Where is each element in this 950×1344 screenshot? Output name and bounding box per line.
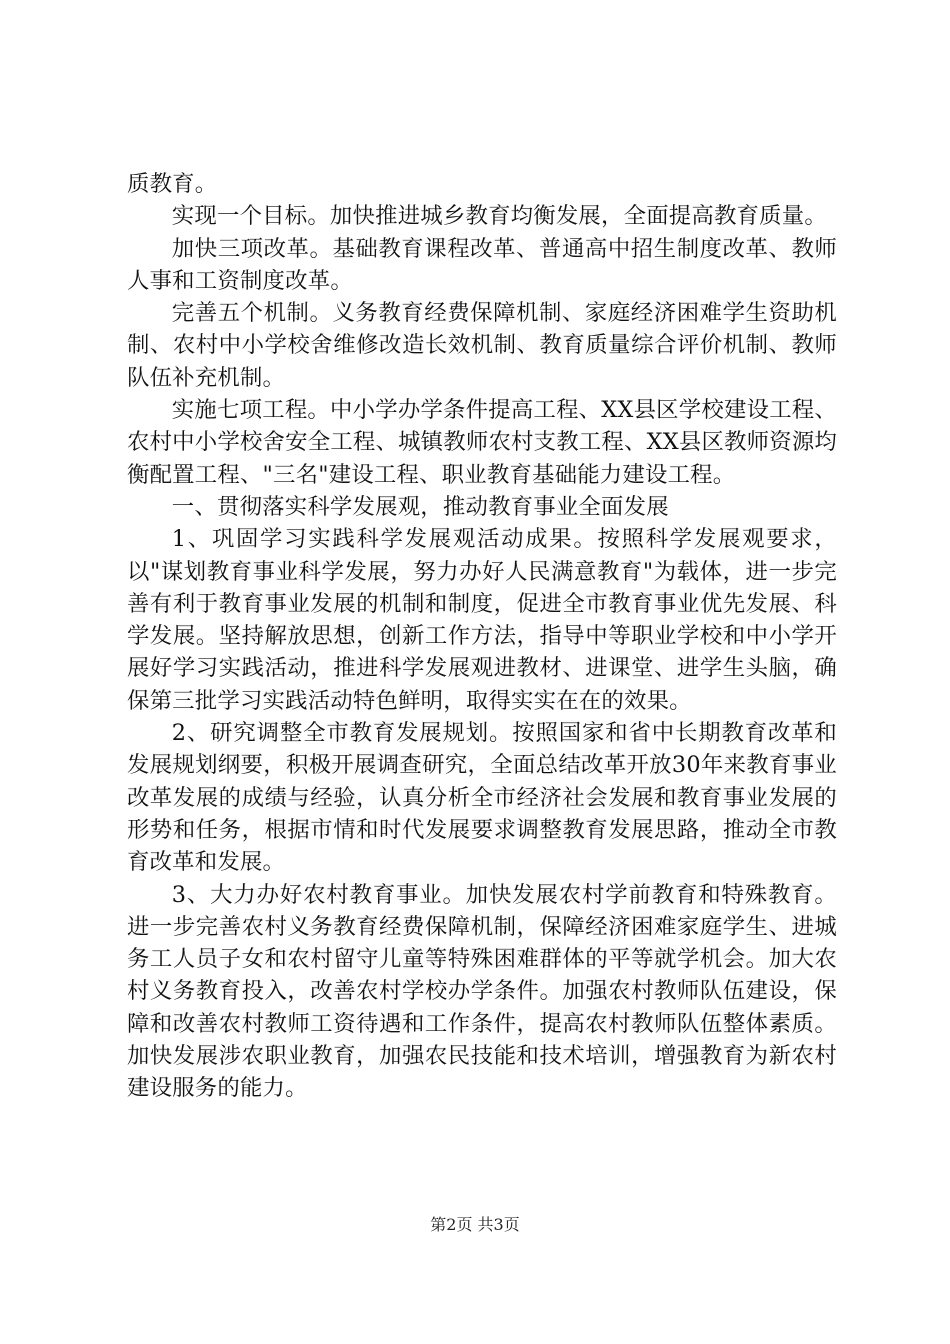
document-body xyxy=(127,168,837,1105)
paragraph-goal: 实现一个目标。加快推进城乡教育均衡发展，全面提高教育质量。 xyxy=(171,203,827,230)
paragraph-reforms: 加快三项改革。基础教育课程改革、普通高中招生制度改革、教师人事和工资制度改革。 xyxy=(127,235,837,294)
paragraph-item-3: 3、大力办好农村教育事业。加快发展农村学前教育和特殊教育。进一步完善农村义务教育经费保障机制，保障经济困难家庭学生、进城务工人员子女和农村留守儿童等特殊困难群体的平等就学机会。加大农村义务教育投入，改善农村学校办学条件。加强农村教师队伍建设，保障和改善农村教师工资待遇和工作条件，提高农村教师队伍整体素质。加快发展涉农职业教育，加强农民技能和技术培训，增强教育为新农村建设服务的能力。 xyxy=(127,881,837,1102)
page-number-footer: 第2页 共3页 xyxy=(430,1215,520,1234)
paragraph-continuation: 质教育。 xyxy=(127,171,218,197)
paragraph-projects: 实施七项工程。中小学办学条件提高工程、XX县区学校建设工程、农村中小学校舍安全工程、城镇教师农村支教工程、XX县区教师资源均衡配置工程、"三名"建设工程、职业教育基础能力建设工程。 xyxy=(127,397,837,488)
paragraph-item-1: 1、巩固学习实践科学发展观活动成果。按照科学发展观要求，以"谋划教育事业科学发展，努力办好人民满意教育"为载体，进一步完善有利于教育事业发展的机制和制度，促进全市教育事业优先发展、科学发展。坚持解放思想，创新工作方法，指导中等职业学校和中小学开展好学习实践活动，推进科学发展观进教材、进课堂、进学生头脑，确保第三批学习实践活动特色鲜明，取得实实在在的效果。 xyxy=(127,526,837,714)
paragraph-item-2: 2、研究调整全市教育发展规划。按照国家和省中长期教育改革和发展规划纲要，积极开展调查研究，全面总结改革开放30年来教育事业改革发展的成绩与经验，认真分析全市经济社会发展和教育事业发展的形势和任务，根据市情和时代发展要求调整教育发展思路，推动全市教育改革和发展。 xyxy=(127,720,837,876)
paragraph-mechanisms: 完善五个机制。义务教育经费保障机制、家庭经济困难学生资助机制、农村中小学校舍维修改造长效机制、教育质量综合评价机制、教师队伍补充机制。 xyxy=(127,300,837,391)
section-heading: 一、贯彻落实科学发展观，推动教育事业全面发展 xyxy=(171,493,669,520)
